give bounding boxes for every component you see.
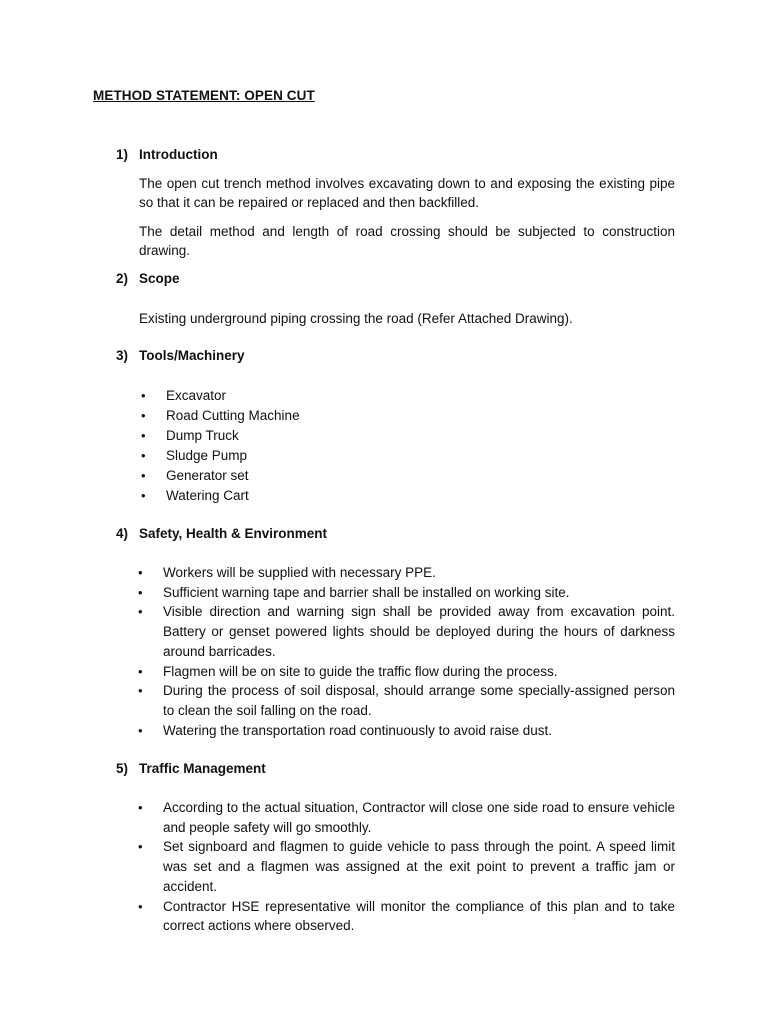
- section-heading-traffic-management: [116, 761, 266, 776]
- bullet-icon: •: [138, 604, 143, 620]
- section-title: Introduction: [139, 147, 218, 162]
- section-number: 4): [116, 526, 129, 541]
- bullet-icon: •: [138, 565, 143, 580]
- section-heading-scope: [116, 271, 180, 286]
- bullet-icon: •: [138, 683, 143, 699]
- list-item: • Dump Truck: [166, 426, 466, 446]
- list-item: • Sludge Pump: [166, 446, 466, 466]
- list-item: • Road Cutting Machine: [166, 406, 466, 426]
- list-item: • Excavator: [166, 386, 466, 406]
- bullet-icon: •: [141, 488, 146, 503]
- tools-list: [141, 386, 466, 506]
- introduction-paragraph-2: The detail method and length of road crossing should be subjected to construction drawing.: [139, 224, 675, 258]
- section-heading-tools-machinery: [116, 348, 245, 363]
- section-title: Safety, Health & Environment: [139, 526, 328, 541]
- section-number: 1): [116, 147, 129, 162]
- safety-list: [138, 563, 675, 740]
- list-item: • Watering the transportation road continuously to avoid raise dust.: [163, 721, 675, 741]
- bullet-icon: •: [141, 468, 146, 483]
- section-title: Scope: [139, 271, 180, 286]
- bullet-icon: •: [138, 663, 143, 679]
- section-title: Tools/Machinery: [139, 348, 245, 363]
- introduction-paragraph-1: The open cut trench method involves excavating down to and exposing the existing pipe so that it can be repaired or replaced and then backfilled.: [139, 176, 675, 210]
- bullet-icon: •: [141, 408, 146, 423]
- list-item: • Sufficient warning tape and barrier shall be installed on working site.: [163, 583, 675, 603]
- bullet-icon: •: [138, 722, 143, 738]
- bullet-icon: •: [141, 388, 146, 403]
- section-title: Traffic Management: [139, 761, 266, 776]
- list-item: • Visible direction and warning sign shall be provided away from excavation point. Battery or genset powered lights should be deployed during the hours of darkness around barricades.: [138, 604, 675, 659]
- list-item: • Workers will be supplied with necessary PPE.: [163, 563, 675, 583]
- list-item: • According to the actual situation, Contractor will close one side road to ensure vehicle and people safety will go smoothly.: [138, 800, 675, 835]
- list-item: • Contractor HSE representative will monitor the compliance of this plan and to take correct actions where observed.: [138, 898, 675, 934]
- list-item: • Flagmen will be on site to guide the traffic flow during the process.: [163, 662, 675, 682]
- document-title: METHOD STATEMENT: OPEN CUT: [93, 88, 315, 103]
- list-item: • Watering Cart: [166, 486, 466, 506]
- section-heading-introduction: [116, 147, 218, 162]
- bullet-icon: •: [138, 898, 143, 914]
- section-heading-safety-health-environment: [116, 526, 327, 541]
- section-number: 5): [116, 761, 129, 776]
- list-item: • Set signboard and flagmen to guide vehicle to pass through the point. A speed limit was set and a flagmen was assigned at the exit point to prevent a traffic jam or accident.: [138, 839, 675, 894]
- scope-paragraph: Existing underground piping crossing the road (Refer Attached Drawing).: [139, 311, 573, 326]
- traffic-management-list: [138, 798, 675, 936]
- bullet-icon: •: [138, 839, 143, 855]
- section-number: 2): [116, 271, 129, 286]
- list-item: • During the process of soil disposal, should arrange some specially-assigned person to clean the soil falling on the road.: [138, 683, 675, 718]
- section-number: 3): [116, 348, 129, 363]
- bullet-icon: •: [138, 800, 143, 815]
- bullet-icon: •: [141, 448, 146, 463]
- list-item: • Generator set: [166, 466, 466, 486]
- bullet-icon: •: [141, 428, 146, 443]
- bullet-icon: •: [138, 584, 143, 600]
